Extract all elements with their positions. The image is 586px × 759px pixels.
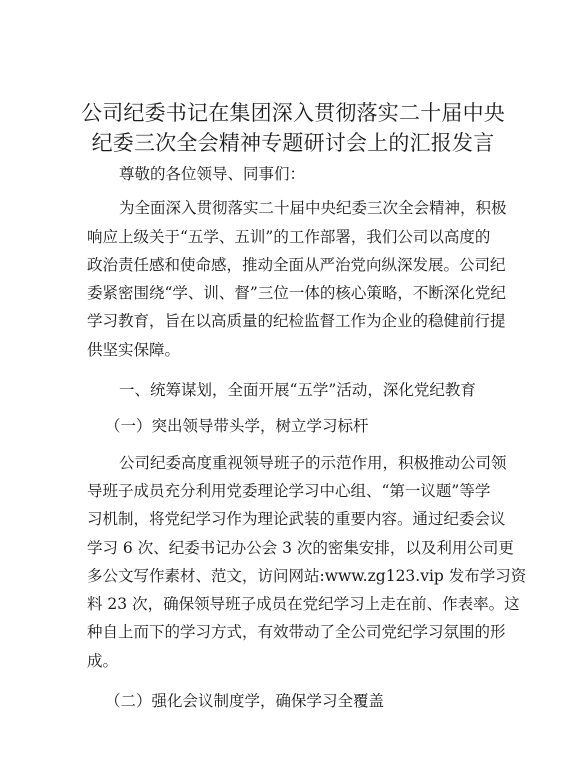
title-line-2: 纪委三次全会精神专题研讨会上的汇报发言: [91, 131, 495, 155]
section-heading-1: [87, 376, 499, 404]
sub1-line-1: 公司纪委高度重视领导班子的示范作用，积极推动公司领: [119, 453, 507, 472]
sub1-line-8: 成。: [87, 651, 119, 670]
intro-line-3: 政治责任感和使命感，推动全面从严治党向纵深发展。公司纪: [87, 255, 506, 274]
document-title: [60, 98, 526, 158]
subsection-1-paragraph: [87, 449, 527, 675]
intro-paragraph: [87, 194, 507, 364]
intro-line-4: 委紧密围绕“学、训、督”三位一体的核心策略，不断深化党纪: [87, 284, 506, 303]
sub1-line-5: 多公文写作素材、范文，访问网站:www.zg123.vip 发布学习资: [87, 566, 527, 585]
intro-line-5: 学习教育，旨在以高质量的纪检监督工作为企业的稳健前行提: [87, 312, 506, 331]
subsection-heading-2: [87, 687, 499, 715]
title-line-1: 公司纪委书记在集团深入贯彻落实二十届中央: [81, 101, 505, 125]
salutation: [87, 160, 499, 188]
sub1-line-3: 习机制，将党纪学习作为理论武装的重要内容。通过纪委会议: [87, 510, 506, 529]
salutation-text: 尊敬的各位领导、同事们：: [119, 165, 306, 183]
subsection-heading-2-text: （二）强化会议制度学，确保学习全覆盖: [105, 692, 385, 711]
sub1-line-6: 料 23 次，确保领导班子成员在党纪学习上走在前、作表率。这: [87, 595, 520, 614]
sub1-line-2: 导班子成员充分利用党委理论学习中心组、“第一议题”等学: [87, 481, 491, 500]
sub1-line-4: 学习 6 次、纪委书记办公会 3 次的密集安排，以及利用公司更: [87, 538, 514, 557]
intro-line-2: 响应上级关于“五学、五训”的工作部署，我们公司以高度的: [87, 227, 491, 246]
intro-line-6: 供坚实保障。: [87, 340, 181, 359]
document-body: [87, 160, 527, 715]
sub1-line-7: 种自上而下的学习方式，有效带动了全公司党纪学习氛围的形: [87, 623, 506, 642]
section-heading-1-text: 一、统筹谋划，全面开展“五学”活动，深化党纪教育: [119, 381, 476, 400]
subsection-heading-1-text: （一）突出领导带头学，树立学习标杆: [105, 417, 369, 436]
intro-line-1: 为全面深入贯彻落实二十届中央纪委三次全会精神，积极: [119, 199, 507, 218]
subsection-heading-1: [87, 412, 499, 440]
